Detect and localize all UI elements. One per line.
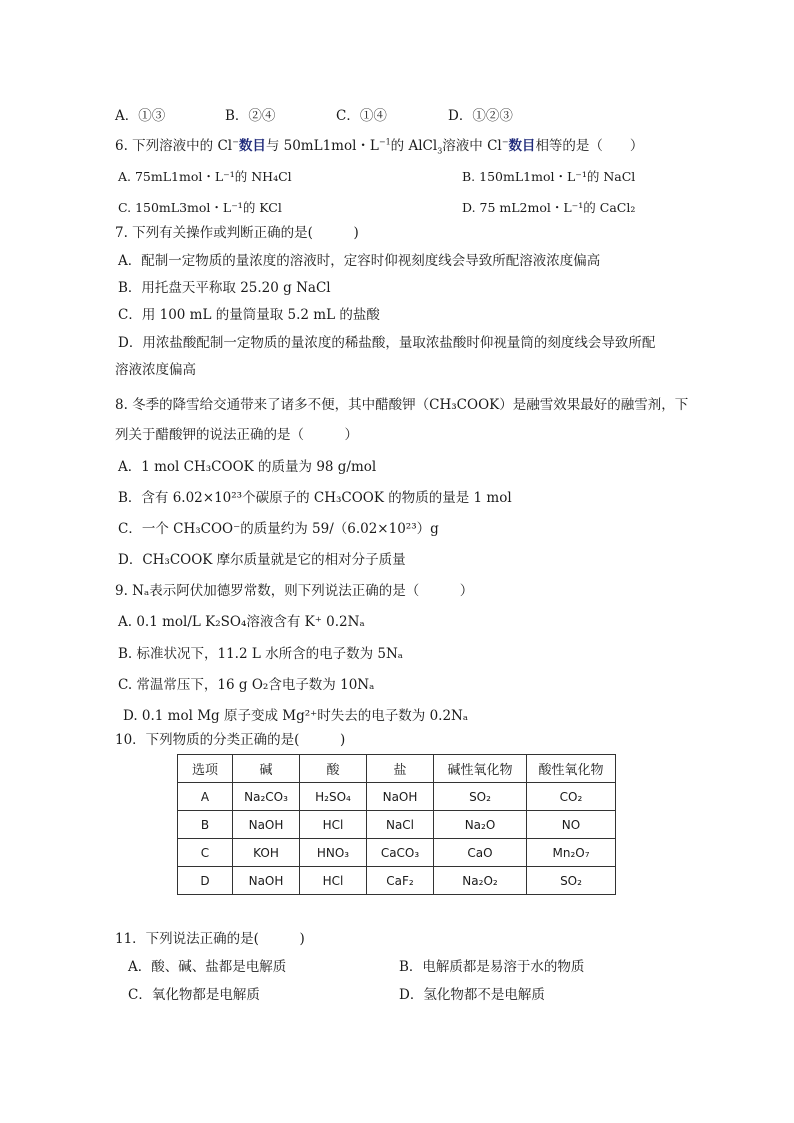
q7-option-c: C．用 100 mL 的量筒量取 5.2 mL 的盐酸 <box>118 307 380 323</box>
q9-stem: 9. Nₐ表示阿伏加德罗常数，则下列说法正确的是（ ） <box>115 583 474 599</box>
table-header: 碱 <box>233 755 300 783</box>
q6-option-b: B. 150mL1mol・L⁻¹的 NaCl <box>462 169 636 184</box>
classification-table <box>177 754 616 895</box>
table-cell: CaCO₃ <box>367 839 434 867</box>
table-cell: C <box>178 839 233 867</box>
q7-option-d-cont: 溶液浓度偏高 <box>115 362 196 378</box>
q8-option-d: D．CH₃COOK 摩尔质量就是它的相对分子质量 <box>118 552 406 568</box>
table-cell: CaO <box>434 839 527 867</box>
table-row <box>178 839 616 867</box>
table-cell: SO₂ <box>434 783 527 811</box>
q8-option-b: B．含有 6.02×10²³个碳原子的 CH₃COOK 的物质的量是 1 mol <box>118 490 512 506</box>
table-cell: B <box>178 811 233 839</box>
table-cell: NaOH <box>367 783 434 811</box>
table-cell: Na₂O <box>434 811 527 839</box>
table-header: 酸 <box>300 755 367 783</box>
q9-option-b: B. 标准状况下，11.2 L 水所含的电子数为 5Nₐ <box>118 646 404 662</box>
table-cell: HNO₃ <box>300 839 367 867</box>
q7-stem: 7. 下列有关操作或判断正确的是( ) <box>115 225 359 241</box>
q8-option-a: A．1 mol CH₃COOK 的质量为 98 g/mol <box>118 459 377 475</box>
table-cell: SO₂ <box>527 867 616 895</box>
table-cell: CO₂ <box>527 783 616 811</box>
q10-stem: 10．下列物质的分类正确的是( ) <box>115 732 346 748</box>
q8-stem: 8. 冬季的降雪给交通带来了诸多不便，其中醋酸钾（CH₃COOK）是融雪效果最好的融雪剂，下 <box>115 397 689 413</box>
q6-option-d: D. 75 mL2mol・L⁻¹的 CaCl₂ <box>462 200 636 215</box>
q6-option-a: A. 75mL1mol・L⁻¹的 NH₄Cl <box>118 169 292 184</box>
q11-option-b: B．电解质都是易溶于水的物质 <box>399 959 585 975</box>
table-row <box>178 811 616 839</box>
table-cell: CaF₂ <box>367 867 434 895</box>
table-row <box>178 867 616 895</box>
table-cell: NaCl <box>367 811 434 839</box>
table-cell: HCl <box>300 867 367 895</box>
table-cell: NaOH <box>233 811 300 839</box>
table-cell: Na₂CO₃ <box>233 783 300 811</box>
q7-option-a: A．配制一定物质的量浓度的溶液时，定容时仰视刻度线会导致所配溶液浓度偏高 <box>118 253 601 269</box>
table-cell: Mn₂O₇ <box>527 839 616 867</box>
q5-option-c: C．①④ <box>336 108 387 124</box>
table-header-row <box>178 755 616 783</box>
q9-option-d: D. 0.1 mol Mg 原子变成 Mg²⁺时失去的电子数为 0.2Nₐ <box>123 708 469 724</box>
q6-option-c: C. 150mL3mol・L⁻¹的 KCl <box>118 200 282 215</box>
table-cell: HCl <box>300 811 367 839</box>
table-cell: KOH <box>233 839 300 867</box>
table-cell: A <box>178 783 233 811</box>
table-row <box>178 783 616 811</box>
q8-stem-cont: 列关于醋酸钾的说法正确的是（ ） <box>115 427 358 443</box>
table-cell: D <box>178 867 233 895</box>
table-cell: H₂SO₄ <box>300 783 367 811</box>
table-cell: Na₂O₂ <box>434 867 527 895</box>
table-header: 碱性氧化物 <box>434 755 527 783</box>
q8-option-c: C．一个 CH₃COO⁻的质量约为 59/（6.02×10²³）g <box>118 521 439 537</box>
q5-option-b: B．②④ <box>225 108 276 124</box>
q5-option-a: A．①③ <box>115 108 166 124</box>
q7-option-b: B．用托盘天平称取 25.20 g NaCl <box>118 280 331 296</box>
table-header: 酸性氧化物 <box>527 755 616 783</box>
q11-stem: 11．下列说法正确的是( ) <box>115 931 305 947</box>
table-cell: NaOH <box>233 867 300 895</box>
q5-option-d: D．①②③ <box>448 108 513 124</box>
q7-option-d: D．用浓盐酸配制一定物质的量浓度的稀盐酸，量取浓盐酸时仰视量筒的刻度线会导致所配 <box>118 335 656 351</box>
table-header: 盐 <box>367 755 434 783</box>
q11-option-a: A．酸、碱、盐都是电解质 <box>128 959 287 975</box>
table-header: 选项 <box>178 755 233 783</box>
q11-option-d: D．氢化物都不是电解质 <box>399 987 545 1003</box>
q11-option-c: C．氧化物都是电解质 <box>128 987 260 1003</box>
table-cell: NO <box>527 811 616 839</box>
q6-stem: 6. 下列溶液中的 Cl−数目与 50mL1mol・$L^{-1}$的 AlCl$_3$溶液中 Cl−数目相等的是（ ） <box>115 137 644 156</box>
q9-option-a: A. 0.1 mol/L K₂SO₄溶液含有 K⁺ 0.2Nₐ <box>118 614 365 630</box>
q9-option-c: C. 常温常压下，16 g O₂含电子数为 10Nₐ <box>118 677 375 693</box>
